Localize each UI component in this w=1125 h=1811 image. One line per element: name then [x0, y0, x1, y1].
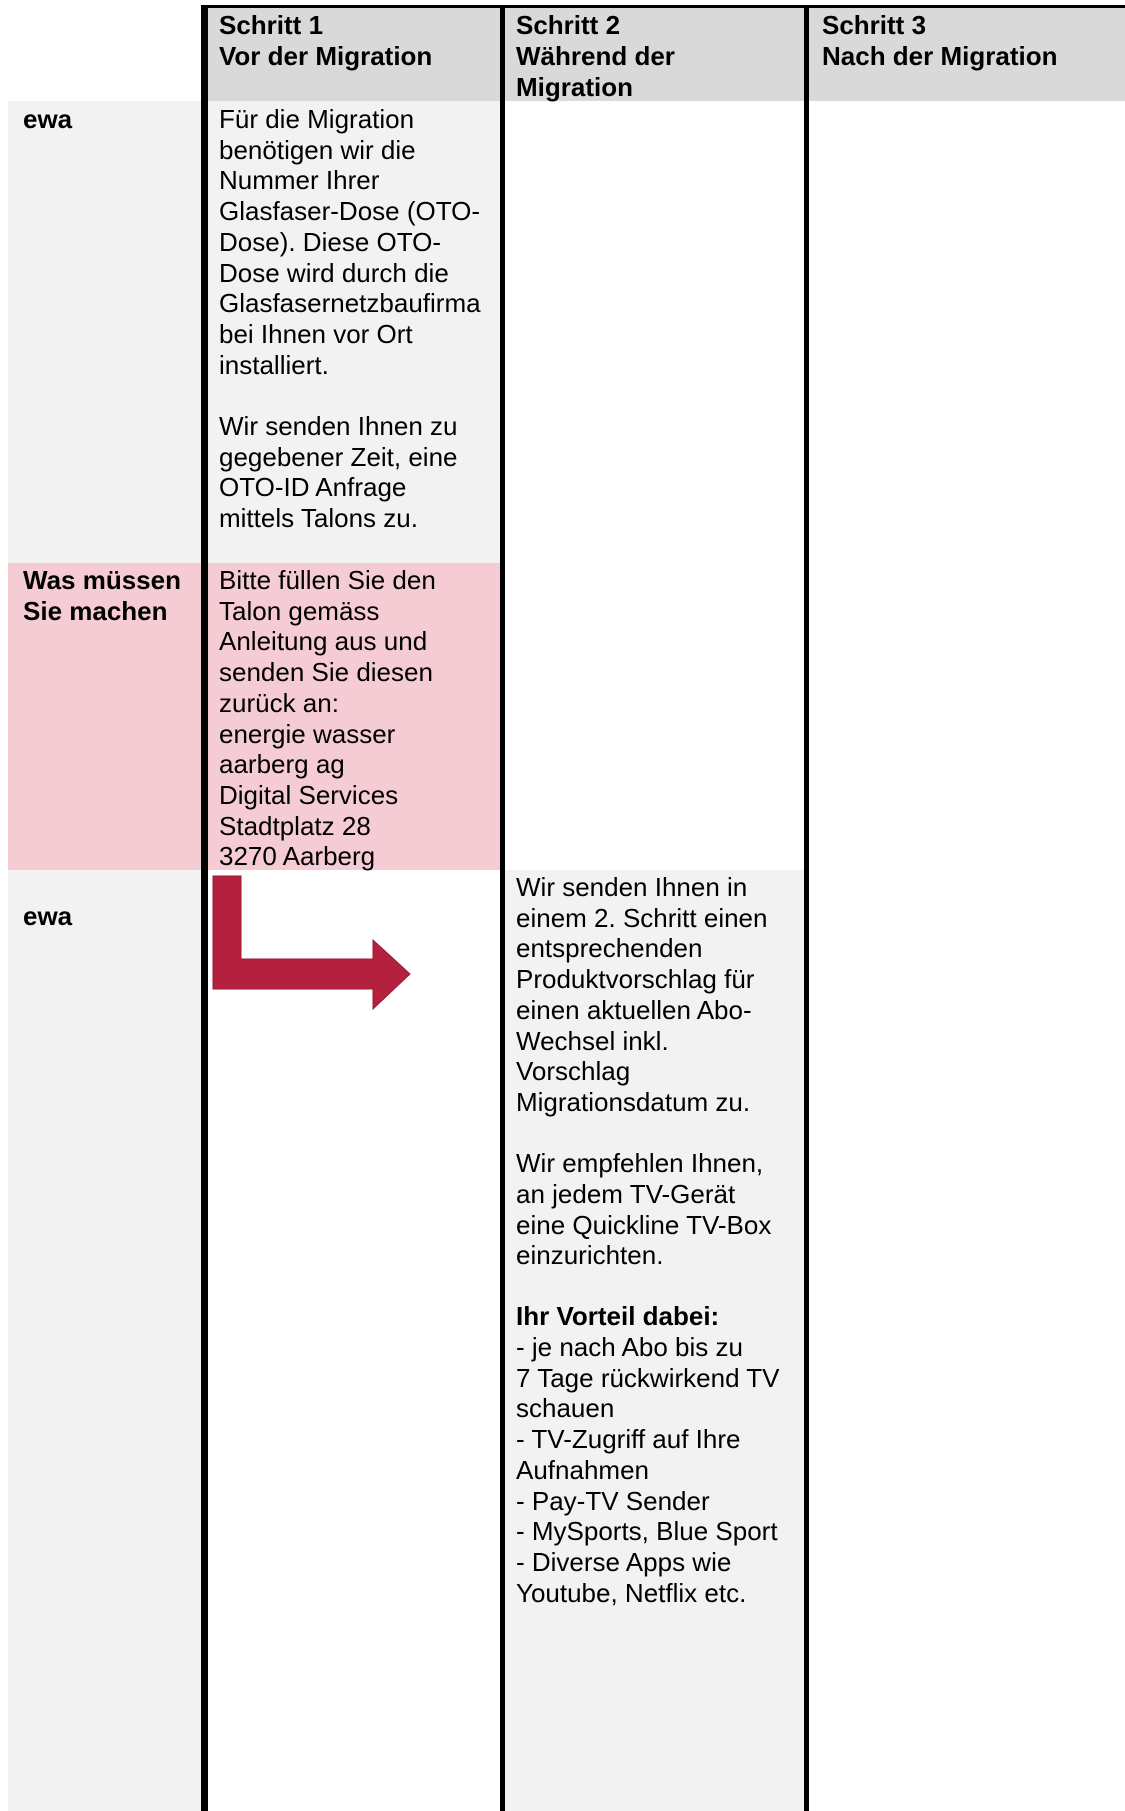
col3-title: Nach der Migration	[822, 41, 1058, 71]
row2-col1-text: Bitte füllen Sie den Talon gemäss Anleitung aus und senden Sie diesen zurück an: energie wasser aarberg ag Digital Services Stadtplatz 28 3270 Aarberg	[219, 565, 436, 872]
divider-2	[500, 5, 505, 1811]
divider-3	[804, 5, 809, 1811]
col1-title: Vor der Migration	[219, 41, 433, 71]
top-border	[201, 5, 1125, 8]
row2-label: Was müssen Sie machen	[23, 565, 181, 626]
row1-label: ewa	[23, 104, 73, 134]
col2-step: Schritt 2	[516, 10, 621, 40]
row3-col2-heading: Ihr Vorteil dabei:	[516, 1301, 720, 1331]
row1-col1-text: Für die Migration benötigen wir die Nummer Ihrer Glasfaser-Dose (OTO- Dose). Diese OTO- Dose wird durch die Glasfasernetzbaufirma bei Ihnen vor Ort installiert. Wir senden Ihnen zu gegebener Zeit, eine OTO-ID Anfrage mittels Talons zu.	[219, 104, 481, 534]
row3-col2-list: - je nach Abo bis zu 7 Tage rückwirkend TV schauen - TV-Zugriff auf Ihre Aufnahmen - Pay-TV Sender - MySports, Blue Sport - Diverse Apps wie Youtube, Netflix etc.	[516, 1332, 780, 1608]
row3-label: ewa	[23, 901, 73, 931]
col1-step: Schritt 1	[219, 10, 324, 40]
row3-label-fill	[8, 870, 201, 1811]
bent-arrow-right-icon	[210, 873, 415, 1013]
col3-step: Schritt 3	[822, 10, 927, 40]
col2-title: Während der Migration	[516, 41, 675, 102]
row3-col2-intro: Wir senden Ihnen in einem 2. Schritt einen entsprechenden Produktvorschlag für einen aktuellen Abo- Wechsel inkl. Vorschlag Migrationsdatum zu. Wir empfehlen Ihnen, an jedem TV-Gerät eine Quickline TV-Box einzurichten.	[516, 872, 772, 1271]
row1-label-fill	[8, 101, 201, 563]
divider-1	[201, 5, 208, 1811]
